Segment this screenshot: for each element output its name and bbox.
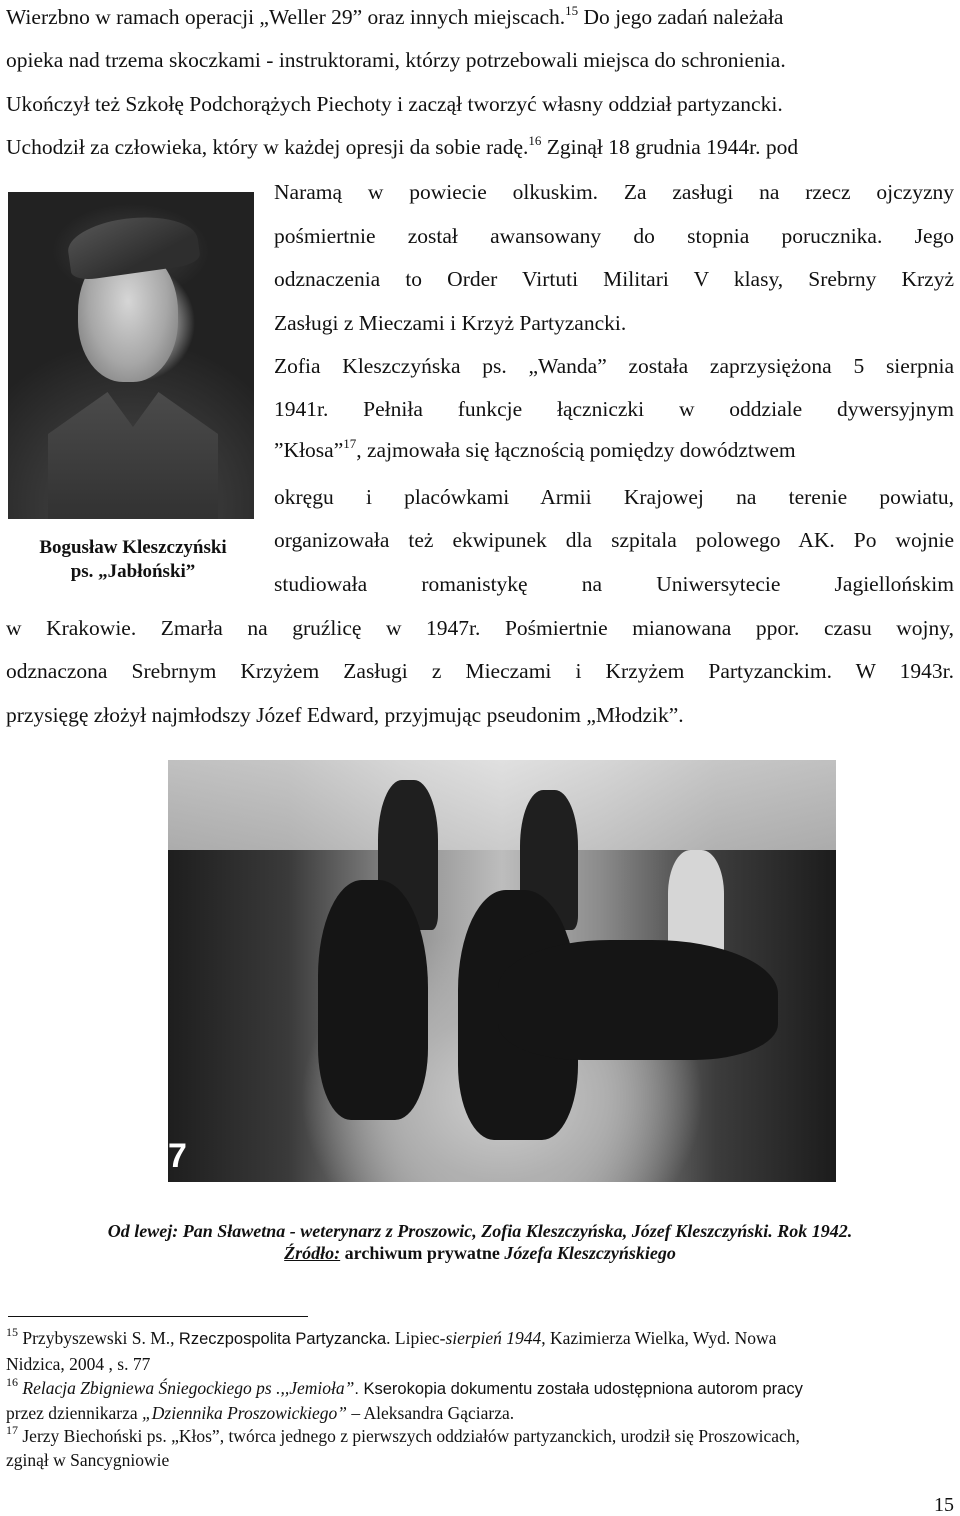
photo-caption: Od lewej: Pan Sławetna - weterynarz z Proszowic, Zofia Kleszczyńska, Józef Kleszczyński. Rok 1942. (107, 1221, 853, 1241)
footnote-17-line-1: $^{17}$ Jerzy Biechoński ps. „Kłos”, twórca jednego z pierwszych oddziałów partyzanckich, urodził się Proszowicach, (6, 1423, 800, 1446)
portrait-caption-alias: ps. „Jabłoński” (70, 561, 196, 582)
body-wrap-line-9: organizowała też ekwipunek dla szpitala polowego AK. Po wojnie (274, 528, 954, 552)
photo-corner-number: 7 (168, 1137, 187, 1175)
body-wrap-line-2: pośmiertnie został awansowany do stopnia porucznika. Jego (274, 224, 954, 248)
body-line-5: w Krakowie. Zmarła na gruźlicę w 1947r. Pośmiertnie mianowana ppor. czasu wojny, (6, 616, 954, 640)
body-line-7: przysięgę złożył najmłodszy Józef Edward, przyjmując pseudonim „Młodzik”. (6, 703, 684, 727)
body-line-2: opieka nad trzema skoczkami - instruktorami, którzy potrzebowali miejsca do schronienia. (6, 48, 786, 72)
body-wrap-line-7: ”Kłosa”$^{17}$, zajmowała się łącznością pomiędzy dowództwem (274, 436, 796, 462)
body-wrap-line-4: Zasługi z Mieczami i Krzyż Partyzancki. (274, 311, 627, 335)
footnote-rule (8, 1316, 308, 1317)
footnote-17-line-2: zginął w Sancygniowie (6, 1450, 170, 1470)
footnote-ref-17[interactable]: 17 (343, 436, 357, 451)
body-wrap-line-5: Zofia Kleszczyńska ps. „Wanda” została zaprzysiężona 5 sierpnia (274, 354, 954, 378)
portrait-photo (8, 192, 254, 519)
page-number: 15 (934, 1494, 954, 1516)
footnote-16-line-1: $^{16}$ Relacja Zbigniewa Śniegockiego ps .,,Jemioła”. Kserokopia dokumentu została udostępniona autorom pracy (6, 1375, 803, 1398)
body-wrap-line-8: okręgu i placówkami Armii Krajowej na terenie powiatu, (274, 485, 954, 509)
photo-source: Źródło: archiwum prywatne Józefa Kleszczyńskiego (284, 1243, 676, 1263)
body-line-4: Uchodził za człowieka, który w każdej opresji da sobie radę.$^{16}$ Zginął 18 grudnia 1944r. pod (6, 133, 799, 159)
body-line-6: odznaczona Srebrnym Krzyżem Zasługi z Mieczami i Krzyżem Partyzanckim. W 1943r. (6, 659, 954, 683)
footnote-ref-16[interactable]: 16 (528, 133, 542, 148)
body-wrap-line-6: 1941r. Pełniła funkcje łączniczki w oddziale dywersyjnym (274, 397, 954, 421)
body-wrap-line-1: Naramą w powiecie olkuskim. Za zasługi na rzecz ojczyzny (274, 180, 954, 204)
footnote-15-line-2: Nidzica, 2004 , s. 77 (6, 1354, 151, 1374)
riders-photo (168, 760, 836, 1182)
footnote-ref-15[interactable]: 15 (565, 3, 579, 18)
footnote-15-line-1: $^{15}$ Przybyszewski S. M., Rzeczpospolita Partyzancka. Lipiec-sierpień 1944, Kazimierza Wielka, Wyd. Nowa (6, 1325, 777, 1348)
body-wrap-line-3: odznaczenia to Order Virtuti Militari V klasy, Srebrny Krzyż (274, 267, 954, 291)
body-line-1: Wierzbno w ramach operacji „Weller 29” oraz innych miejscach.$^{15}$ Do jego zadań należała (6, 3, 784, 29)
body-wrap-line-10: studiowała romanistykę na Uniwersytecie Jagiellońskim (274, 572, 954, 596)
body-line-3: Ukończył też Szkołę Podchorążych Piechoty i zaczął tworzyć własny oddział partyzancki. (6, 92, 783, 116)
footnote-16-line-2: przez dziennikarza „Dziennika Proszowickiego” – Aleksandra Gąciarza. (6, 1403, 515, 1423)
portrait-caption-name: Bogusław Kleszczyński (39, 537, 227, 558)
